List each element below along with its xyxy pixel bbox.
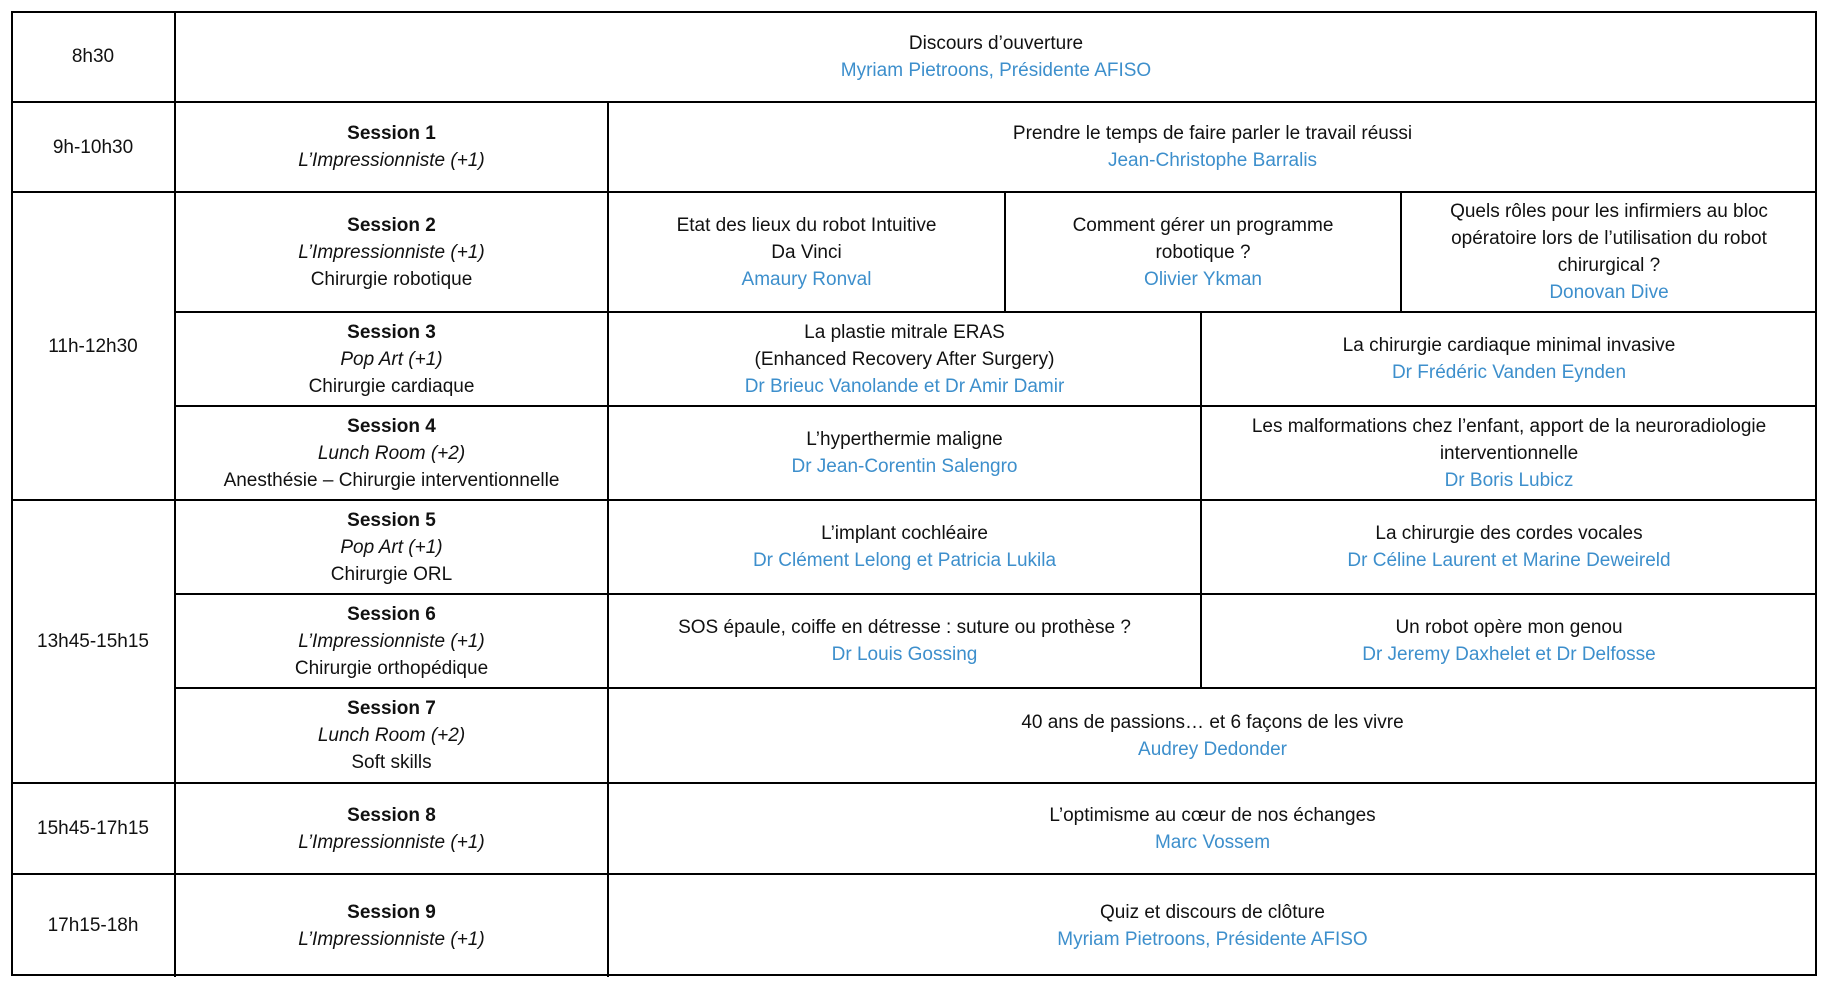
talk-speaker: Dr Louis Gossing <box>831 644 978 665</box>
time-cell <box>11 874 175 977</box>
talk-speaker: Olivier Ykman <box>1144 268 1262 290</box>
session-cell <box>175 102 608 192</box>
time-label: 9h-10h30 <box>52 136 134 158</box>
talk-title: robotique ? <box>1155 241 1251 263</box>
session-title: Session 8 <box>347 804 436 826</box>
session-title: Session 7 <box>347 698 436 719</box>
talk-cell <box>1201 500 1817 594</box>
session-cell <box>175 688 608 783</box>
talk-cell <box>608 312 1201 406</box>
talk-title: La plastie mitrale ERAS <box>804 321 1005 343</box>
talk-speaker: Jean-Christophe Barralis <box>1107 150 1318 171</box>
session-title: Session 6 <box>347 603 436 625</box>
session-room: L’Impressionniste (+1) <box>298 928 485 950</box>
time-cell <box>11 102 175 192</box>
talk-cell <box>608 783 1817 874</box>
session-topic: Chirurgie orthopédique <box>294 657 489 679</box>
session-room: L’Impressionniste (+1) <box>298 630 485 652</box>
talk-cell <box>1201 406 1817 500</box>
session-title: Session 4 <box>347 415 436 437</box>
talk-speaker: Myriam Pietroons, Présidente AFISO <box>1057 928 1368 950</box>
session-room: Pop Art (+1) <box>340 536 443 558</box>
talk-title: chirurgical ? <box>1557 255 1661 276</box>
session-cell <box>175 312 608 406</box>
talk-cell <box>1201 594 1817 688</box>
talk-cell <box>608 406 1201 500</box>
talk-cell <box>608 102 1817 192</box>
session-cell <box>175 594 608 688</box>
session-room: L’Impressionniste (+1) <box>298 241 485 263</box>
talk-title: Etat des lieux du robot Intuitive <box>676 214 937 236</box>
session-cell <box>175 500 608 594</box>
talk-title: Prendre le temps de faire parler le travail réussi <box>1012 123 1413 144</box>
talk-title: La chirurgie cardiaque minimal invasive <box>1342 335 1676 356</box>
talk-title: L’hyperthermie maligne <box>806 429 1003 450</box>
session-topic: Chirurgie cardiaque <box>308 375 475 397</box>
talk-title: Quels rôles pour les infirmiers au bloc <box>1450 201 1768 222</box>
time-cell <box>11 500 175 783</box>
talk-title: Discours d’ouverture <box>908 32 1084 54</box>
time-label: 15h45-17h15 <box>37 818 149 839</box>
talk-title: opératoire lors de l’utilisation du robot <box>1451 228 1767 249</box>
session-cell <box>175 783 608 874</box>
session-topic: Soft skills <box>351 752 432 773</box>
time-label: 13h45-15h15 <box>37 631 149 652</box>
session-topic: Anesthésie – Chirurgie interventionnelle <box>223 469 560 491</box>
talk-speaker: Dr Jeremy Daxhelet et Dr Delfosse <box>1362 644 1656 665</box>
session-room: L’Impressionniste (+1) <box>298 831 485 853</box>
talk-speaker: Myriam Pietroons, Présidente AFISO <box>840 59 1152 81</box>
session-room: L’Impressionniste (+1) <box>298 150 485 171</box>
opening-talk-cell <box>175 11 1817 102</box>
talk-title: SOS épaule, coiffe en détresse : suture ou prothèse ? <box>678 617 1131 638</box>
talk-speaker: Marc Vossem <box>1154 831 1271 853</box>
session-topic: Chirurgie robotique <box>310 268 473 290</box>
talk-speaker: Dr Brieuc Vanolande et Dr Amir Damir <box>744 375 1065 397</box>
session-room: Pop Art (+1) <box>340 348 443 370</box>
talk-cell <box>608 192 1005 312</box>
talk-title: Les malformations chez l’enfant, apport de la neuroradiologie <box>1251 415 1767 437</box>
session-cell <box>175 192 608 312</box>
session-title: Session 5 <box>347 509 436 531</box>
talk-cell <box>608 500 1201 594</box>
talk-title: Comment gérer un programme <box>1072 214 1334 236</box>
time-cell <box>11 11 175 102</box>
talk-title: Da Vinci <box>771 241 842 263</box>
talk-speaker: Dr Boris Lubicz <box>1444 469 1574 491</box>
talk-title: L’optimisme au cœur de nos échanges <box>1049 804 1376 826</box>
session-cell <box>175 874 608 977</box>
session-title: Session 3 <box>347 321 436 343</box>
session-cell <box>175 406 608 500</box>
talk-cell <box>608 688 1817 783</box>
talk-cell <box>1401 192 1817 312</box>
time-label: 11h-12h30 <box>48 335 138 357</box>
talk-speaker: Audrey Dedonder <box>1138 738 1287 760</box>
session-topic: Chirurgie ORL <box>330 563 453 585</box>
talk-speaker: Donovan Dive <box>1549 282 1669 303</box>
talk-title: Un robot opère mon genou <box>1395 617 1623 638</box>
talk-title: interventionnelle <box>1439 442 1579 464</box>
talk-cell <box>608 874 1817 977</box>
time-label: 8h30 <box>71 46 115 67</box>
talk-cell <box>608 594 1201 688</box>
session-room: Lunch Room (+2) <box>317 442 466 464</box>
time-cell <box>11 783 175 874</box>
talk-title: (Enhanced Recovery After Surgery) <box>754 348 1055 370</box>
session-room: Lunch Room (+2) <box>317 725 466 746</box>
time-label: 17h15-18h <box>47 915 139 936</box>
talk-cell <box>1005 192 1401 312</box>
talk-speaker: Dr Céline Laurent et Marine Deweireld <box>1347 550 1671 571</box>
session-title: Session 1 <box>347 123 436 144</box>
talk-title: Quiz et discours de clôture <box>1100 901 1325 923</box>
talk-cell <box>1201 312 1817 406</box>
session-title: Session 9 <box>347 901 436 923</box>
talk-speaker: Dr Clément Lelong et Patricia Lukila <box>752 550 1057 571</box>
talk-speaker: Amaury Ronval <box>741 268 872 290</box>
talk-speaker: Dr Frédéric Vanden Eynden <box>1391 362 1627 383</box>
talk-title: 40 ans de passions… et 6 façons de les vivre <box>1021 711 1404 733</box>
talk-speaker: Dr Jean-Corentin Salengro <box>791 456 1018 477</box>
talk-title: L’implant cochléaire <box>821 523 988 544</box>
time-cell <box>11 192 175 500</box>
session-title: Session 2 <box>347 214 436 236</box>
talk-title: La chirurgie des cordes vocales <box>1375 523 1643 544</box>
